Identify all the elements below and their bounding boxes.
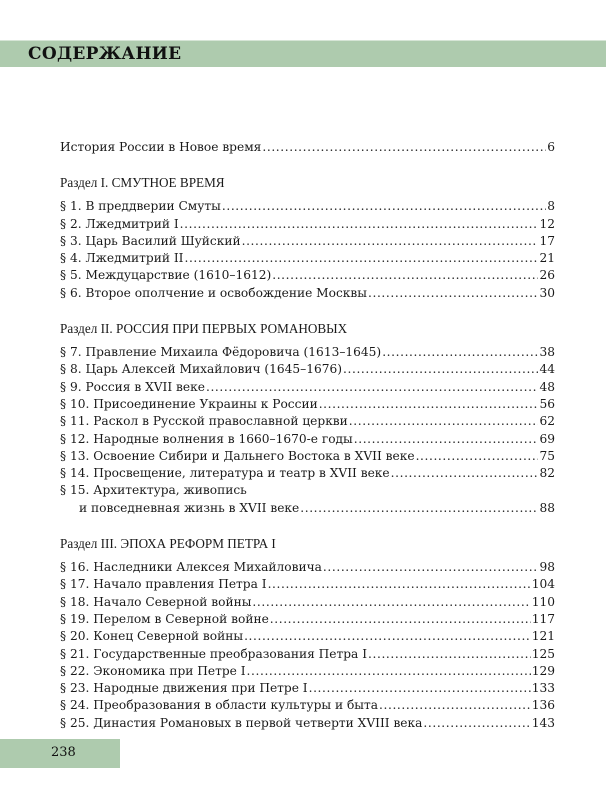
toc-entry[interactable]: [60, 344, 555, 361]
section-heading: Раздел II. РОССИЯ ПРИ ПЕРВЫХ РОМАНОВЫХ: [60, 321, 348, 337]
toc-entry-page: 125: [531, 646, 555, 661]
toc-entry-page: 69: [539, 431, 555, 446]
dot-leader: [180, 216, 539, 233]
page-title: СОДЕРЖАНИЕ: [28, 44, 182, 64]
dot-leader: [242, 233, 539, 250]
toc-entry-title: История России в Новое время: [60, 140, 262, 154]
toc-entry-title: § 8. Царь Алексей Михайлович (1645–1676): [60, 362, 343, 377]
toc-entry-page: 8: [547, 199, 555, 214]
toc-entry[interactable]: [60, 628, 555, 645]
toc-entry-title: § 1. В преддверии Смуты: [60, 199, 221, 214]
toc-entry-title: § 16. Наследники Алексея Михайловича: [60, 560, 322, 575]
toc-entry[interactable]: [60, 361, 555, 378]
toc-entry-page: 88: [539, 500, 555, 515]
toc-intro-entry[interactable]: [60, 139, 555, 156]
toc-entry-page: 21: [539, 251, 555, 266]
toc-entry-title: § 10. Присоединение Украины к России: [60, 396, 318, 411]
toc-entry-page: 12: [539, 216, 555, 231]
toc-entry-title: § 12. Народные волнения в 1660–1670-е годы: [60, 431, 353, 446]
toc-entry-title: § 20. Конец Северной войны: [60, 629, 244, 644]
toc-entry-title: § 6. Второе ополчение и освобождение Москвы: [60, 285, 367, 300]
toc-entry-page: 56: [539, 396, 555, 411]
toc-entry-title: § 7. Правление Михаила Фёдоровича (1613–1645): [60, 345, 382, 360]
toc-entry[interactable]: [60, 379, 555, 396]
dot-leader: [379, 697, 531, 714]
dot-leader: [343, 361, 538, 378]
dot-leader: [319, 396, 539, 413]
footer-bar: [0, 739, 120, 768]
dot-leader: [416, 448, 539, 465]
toc-entry[interactable]: [60, 431, 555, 448]
dot-leader: [252, 594, 530, 611]
toc-entry-title: § 3. Царь Василий Шуйский: [60, 233, 241, 248]
header-bar: [0, 40, 606, 67]
toc-entry-page: 136: [531, 698, 555, 713]
toc-entry-title: § 21. Государственные преобразования Петра I: [60, 646, 368, 661]
toc-entry[interactable]: [60, 198, 555, 215]
dot-leader: [391, 465, 539, 482]
toc-entry[interactable]: [60, 448, 555, 465]
toc-entry-page: 121: [531, 629, 555, 644]
toc-entry[interactable]: [60, 680, 555, 697]
toc-entry-page: 75: [539, 448, 555, 463]
dot-leader: [423, 715, 530, 732]
dot-leader: [300, 500, 538, 517]
toc-entry-continuation[interactable]: [60, 500, 555, 517]
section-heading: Раздел I. СМУТНОЕ ВРЕМЯ: [60, 175, 225, 191]
toc-entry-title: § 9. Россия в XVII веке: [60, 379, 205, 394]
toc-entry[interactable]: [60, 594, 555, 611]
toc-entry-page: 98: [539, 560, 555, 575]
toc-entry-page: 48: [539, 379, 555, 394]
toc-entry[interactable]: [60, 250, 555, 267]
toc-entry-page: 133: [531, 681, 555, 696]
toc-entry[interactable]: [60, 216, 555, 233]
dot-leader: [368, 646, 531, 663]
toc-entry-title: § 17. Начало правления Петра I: [60, 577, 267, 592]
dot-leader: [268, 576, 531, 593]
toc-entry-title: § 19. Перелом в Северной войне: [60, 611, 269, 626]
toc-entry[interactable]: [60, 285, 555, 302]
toc-entry[interactable]: [60, 646, 555, 663]
dot-leader: [262, 139, 546, 156]
toc-entry-title: § 5. Междуцарствие (1610–1612): [60, 268, 272, 283]
toc-entry[interactable]: [60, 413, 555, 430]
dot-leader: [247, 663, 531, 680]
dot-leader: [270, 611, 531, 628]
toc-entry-title: § 24. Преобразования в области культуры и быта: [60, 698, 379, 713]
toc-entry-page: 17: [539, 233, 555, 248]
toc-entry-page: 26: [539, 268, 555, 283]
toc-entry-title: § 23. Народные движения при Петре I: [60, 681, 308, 696]
toc-entry-title: § 18. Начало Северной войны: [60, 594, 252, 609]
toc-entry-page: 38: [539, 345, 555, 360]
toc-entry[interactable]: [60, 576, 555, 593]
toc-entry[interactable]: [60, 715, 555, 732]
toc-entry-page: 110: [531, 594, 555, 609]
toc-entry-title: § 14. Просвещение, литература и театр в XVII веке: [60, 466, 390, 481]
dot-leader: [222, 198, 546, 215]
toc-entry[interactable]: [60, 233, 555, 250]
dot-leader: [323, 559, 539, 576]
toc-entry-page: 117: [531, 611, 555, 626]
toc-entry-page: 129: [531, 663, 555, 678]
toc-entry-page: 62: [539, 414, 555, 429]
dot-leader: [354, 431, 539, 448]
section-heading: Раздел III. ЭПОХА РЕФОРМ ПЕТРА I: [60, 536, 276, 552]
toc-entry-title: § 22. Экономика при Петре I: [60, 663, 246, 678]
dot-leader: [272, 267, 538, 284]
toc-entry[interactable]: [60, 396, 555, 413]
toc-entry-title: § 25. Династия Романовых в первой четверти XVIII века: [60, 715, 423, 730]
dot-leader: [309, 680, 531, 697]
toc-entry-page: 82: [539, 466, 555, 481]
dot-leader: [382, 344, 538, 361]
toc-entry[interactable]: [60, 465, 555, 482]
toc-entry[interactable]: [60, 611, 555, 628]
toc-entry[interactable]: [60, 267, 555, 284]
toc-entry-page: 104: [531, 577, 555, 592]
sections-container: [60, 174, 555, 732]
toc-entry-title: § 13. Освоение Сибири и Дальнего Востока в XVII веке: [60, 448, 415, 463]
dot-leader: [206, 379, 539, 396]
toc-entry-page: 143: [531, 715, 555, 730]
table-of-contents: [60, 139, 555, 732]
dot-leader: [244, 628, 531, 645]
toc-entry[interactable]: [60, 482, 555, 499]
dot-leader: [349, 413, 539, 430]
toc-entry-title: § 11. Раскол в Русской православной церкви: [60, 414, 348, 429]
toc-entry[interactable]: [60, 663, 555, 680]
dot-leader: [368, 285, 538, 302]
toc-entry[interactable]: [60, 697, 555, 714]
dot-leader: [184, 250, 538, 267]
toc-entry-title-continuation: и повседневная жизнь в XVII веке: [79, 500, 300, 515]
toc-entry-title: § 4. Лжедмитрий II: [60, 251, 184, 266]
toc-entry-title: § 2. Лжедмитрий I: [60, 216, 179, 231]
toc-entry-page: 44: [539, 362, 555, 377]
toc-entry[interactable]: [60, 559, 555, 576]
toc-entry-page: 6: [547, 140, 555, 154]
toc-entry-page: 30: [539, 285, 555, 300]
toc-entry-title: § 15. Архитектура, живопись: [60, 483, 247, 498]
page-number: 238: [51, 745, 76, 760]
